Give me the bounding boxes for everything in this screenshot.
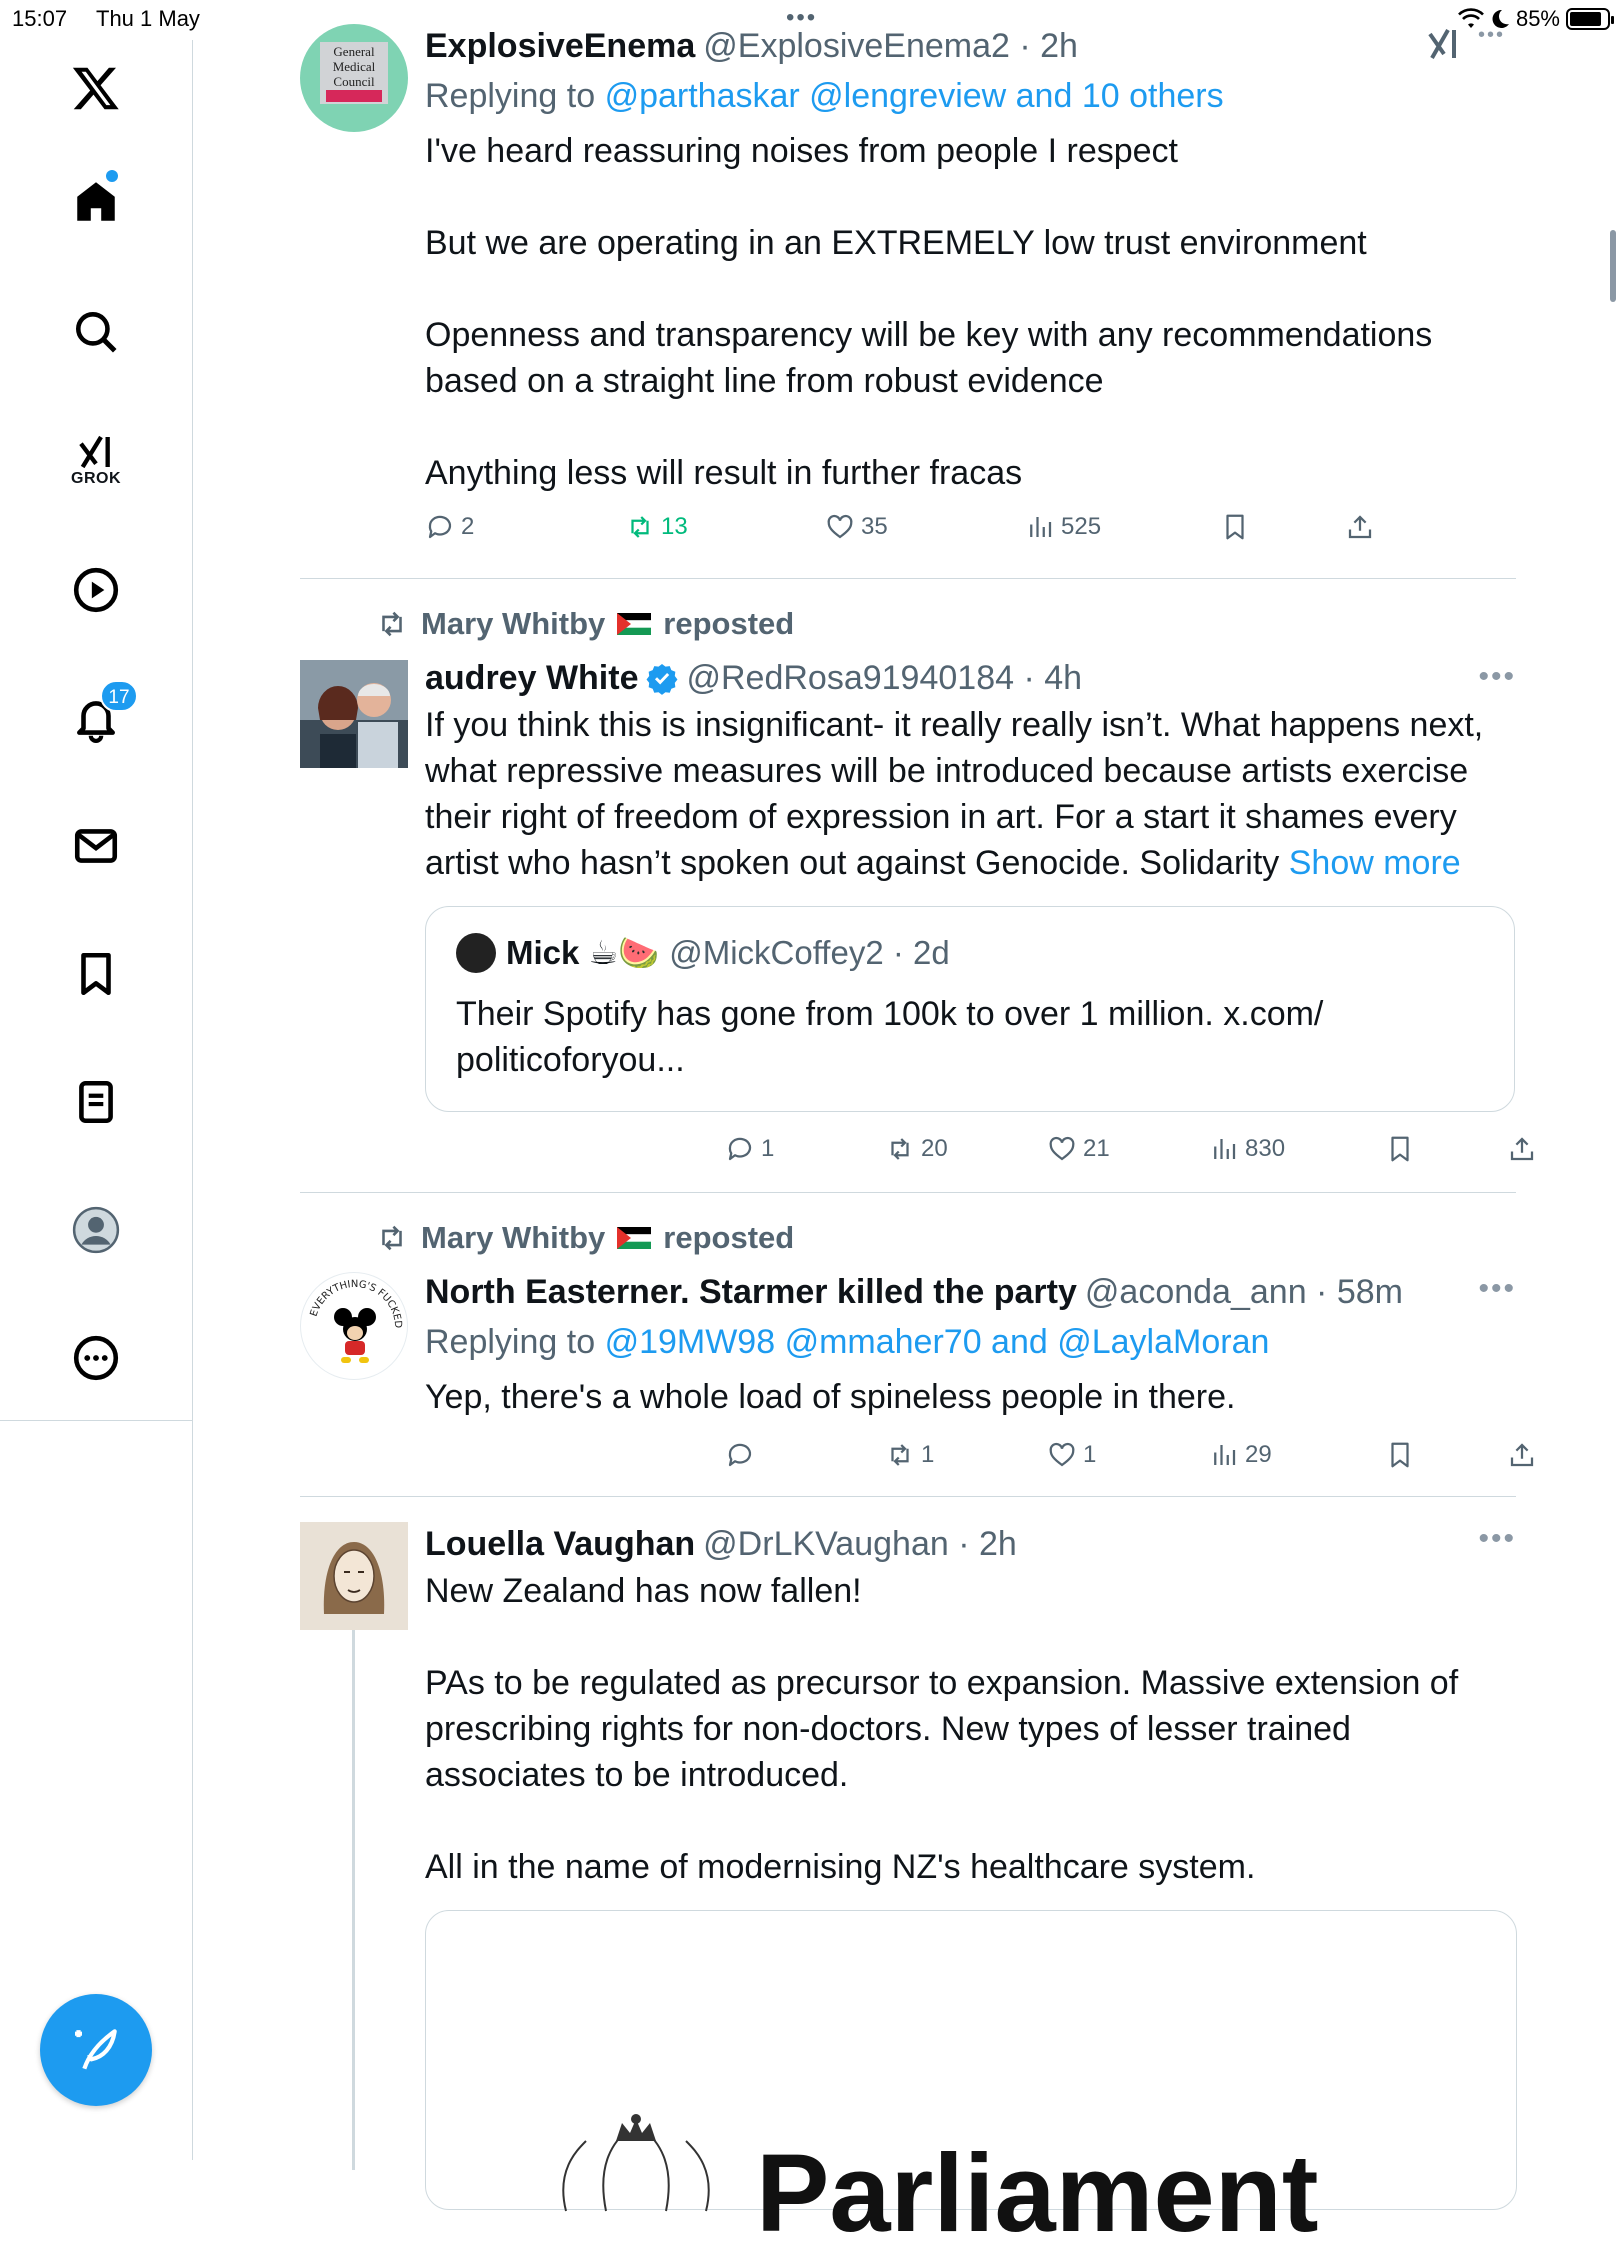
- repost-button[interactable]: [885, 1134, 948, 1164]
- avatar[interactable]: [300, 1522, 408, 1630]
- profile-icon[interactable]: [48, 1182, 144, 1278]
- author-handle[interactable]: @ExplosiveEnema2 · 2h: [703, 27, 1078, 65]
- sidebar: [0, 40, 193, 1420]
- bookmark-icon: [1220, 512, 1250, 542]
- views-icon: [1025, 512, 1055, 542]
- repost-indicator: [375, 606, 794, 642]
- views-count: 525: [1061, 513, 1102, 540]
- tweet-header: [425, 1270, 1515, 1314]
- views-count: 29: [1245, 1441, 1272, 1468]
- replying-prefix: Replying to: [425, 77, 596, 115]
- like-button[interactable]: [1047, 1134, 1110, 1164]
- tweet-text: [425, 702, 1515, 886]
- thread-connector: [352, 1630, 355, 2170]
- reply-button[interactable]: [725, 1440, 761, 1470]
- tweet-header: [425, 1522, 1515, 1566]
- replying-to: [425, 74, 1515, 118]
- repost-suffix: reposted: [663, 606, 795, 641]
- repost-icon: [375, 607, 409, 641]
- repost-button[interactable]: [885, 1440, 934, 1470]
- share-icon: [1345, 512, 1375, 542]
- repost-icon: [885, 1134, 915, 1164]
- tweet-body: [425, 656, 1515, 886]
- tweet-paragraph: All in the name of modernising NZ's healthcare system.: [425, 1848, 1256, 1886]
- mail-icon[interactable]: [48, 798, 144, 894]
- quote-author-name[interactable]: Mick ☕🍉: [506, 934, 660, 971]
- share-button[interactable]: [1345, 512, 1375, 542]
- tweet-body: [425, 24, 1515, 496]
- repost-indicator: [375, 1220, 794, 1256]
- svg-text:Medical: Medical: [332, 59, 376, 74]
- sidebar-divider: [0, 1420, 193, 1421]
- reply-icon: [725, 1134, 755, 1164]
- parliament-crest-icon: [536, 2101, 736, 2211]
- media-caption: Parliament: [756, 2132, 1319, 2255]
- repost-suffix: reposted: [663, 1220, 795, 1255]
- more-options-button[interactable]: •••: [1478, 660, 1516, 693]
- reply-button[interactable]: [425, 512, 474, 542]
- home-icon[interactable]: [48, 154, 144, 250]
- tweet-body: [425, 1270, 1515, 1420]
- home-new-dot: [106, 170, 118, 182]
- author-name[interactable]: Louella Vaughan: [425, 1525, 696, 1563]
- avatar-text: EVERYTHING'S FUCKED: [308, 1278, 404, 1329]
- repost-icon: [375, 1221, 409, 1255]
- tweet-actions: [725, 1134, 1525, 1174]
- x-logo-icon[interactable]: [48, 40, 144, 136]
- tweet-header: [425, 24, 1515, 68]
- replying-prefix: Replying to: [425, 1323, 596, 1361]
- repost-count: 20: [921, 1135, 948, 1162]
- author-name[interactable]: North Easterner. Starmer killed the party: [425, 1273, 1077, 1311]
- svg-text:Council: Council: [333, 74, 375, 89]
- bookmark-button[interactable]: [1385, 1440, 1415, 1470]
- media-card[interactable]: [425, 1910, 1517, 2255]
- like-count: 35: [861, 513, 888, 540]
- like-icon: [825, 512, 855, 542]
- bookmark-button[interactable]: [1385, 1134, 1415, 1164]
- show-more-link[interactable]: Show more: [1288, 844, 1461, 882]
- like-button[interactable]: [1047, 1440, 1096, 1470]
- avatar[interactable]: [300, 24, 408, 132]
- like-button[interactable]: [825, 512, 888, 542]
- tweet-header: [425, 656, 1515, 700]
- views-count: 830: [1245, 1135, 1286, 1162]
- share-icon: [1507, 1440, 1537, 1470]
- repost-count: 13: [661, 513, 688, 540]
- svg-text:General: General: [333, 44, 375, 59]
- lists-icon[interactable]: [48, 1054, 144, 1150]
- verified-badge-icon: [646, 662, 678, 694]
- like-icon: [1047, 1134, 1077, 1164]
- reply-count: 1: [761, 1135, 775, 1162]
- video-icon[interactable]: [48, 542, 144, 638]
- tweet-body: [425, 1522, 1515, 1890]
- tweet-divider: [300, 1192, 1516, 1193]
- tweet-paragraph: If you think this is insignificant- it really really isn’t. What happens next, what repressive measures will be introduced because artists exercise their right of freedom of expression in art. For a start it shames every artist who hasn’t spoken out against Genocide. Solidarity: [425, 706, 1484, 882]
- tweet-paragraph: I've heard reassuring noises from people I respect: [425, 132, 1178, 170]
- quote-text: Their Spotify has gone from 100k to over 1 million. x.com/ politicoforyou...: [456, 995, 1324, 1079]
- replying-to-link[interactable]: @parthaskar @lengreview and 10 others: [604, 77, 1224, 115]
- views-icon: [1209, 1134, 1239, 1164]
- views-button[interactable]: [1209, 1440, 1272, 1470]
- repost-icon: [885, 1440, 915, 1470]
- tweet-paragraph: New Zealand has now fallen!: [425, 1572, 862, 1610]
- window-handle-dots[interactable]: •••: [786, 4, 818, 31]
- replying-to: [425, 1320, 1515, 1364]
- more-options-button[interactable]: •••: [1478, 1272, 1516, 1305]
- scrollbar[interactable]: [1610, 230, 1616, 302]
- author-name[interactable]: audrey White: [425, 659, 639, 697]
- grok-corner-dots[interactable]: •••: [1478, 24, 1506, 46]
- repost-button[interactable]: [625, 512, 688, 542]
- repost-count: 1: [921, 1441, 935, 1468]
- quote-header: [456, 933, 950, 973]
- views-button[interactable]: [1025, 512, 1101, 542]
- status-date: Thu 1 May: [96, 6, 200, 31]
- repost-icon: [625, 512, 655, 542]
- palestine-flag-icon: [617, 613, 651, 635]
- compose-button[interactable]: [40, 1994, 152, 2106]
- tweet-divider: [300, 578, 1516, 579]
- bookmark-button[interactable]: [1220, 512, 1250, 542]
- tweet-paragraph: Openness and transparency will be key with any recommendations based on a straight line from robust evidence: [425, 316, 1433, 400]
- bookmark-icon[interactable]: [48, 926, 144, 1022]
- search-icon[interactable]: [48, 284, 144, 380]
- repost-by[interactable]: Mary Whitby: [421, 1220, 606, 1255]
- share-button[interactable]: [1507, 1440, 1537, 1470]
- like-count: 21: [1083, 1135, 1110, 1162]
- avatar[interactable]: [300, 660, 408, 768]
- views-button[interactable]: [1209, 1134, 1285, 1164]
- tweet-text: [425, 1374, 1515, 1420]
- quote-author-handle[interactable]: @MickCoffey2 · 2d: [669, 934, 950, 971]
- grok-label: GROK: [71, 470, 121, 487]
- tweet-paragraph: Yep, there's a whole load of spineless people in there.: [425, 1378, 1236, 1416]
- tweet-divider: [300, 1496, 1516, 1497]
- reply-button[interactable]: [725, 1134, 774, 1164]
- quote-avatar[interactable]: [456, 933, 496, 973]
- battery-icon: [1566, 8, 1610, 30]
- more-icon[interactable]: [48, 1310, 144, 1406]
- tweet-text: [425, 128, 1515, 496]
- views-icon: [1209, 1440, 1239, 1470]
- quote-tweet[interactable]: [425, 906, 1515, 1112]
- repost-by[interactable]: Mary Whitby: [421, 606, 606, 641]
- battery-percent: 85%: [1515, 6, 1560, 31]
- reply-count: 2: [461, 513, 475, 540]
- reply-icon: [725, 1440, 755, 1470]
- share-icon: [1507, 1134, 1537, 1164]
- bell-icon[interactable]: [48, 670, 144, 766]
- avatar[interactable]: [300, 1272, 408, 1380]
- reply-icon: [425, 512, 455, 542]
- sidebar-border: [192, 1420, 193, 2160]
- tweet-paragraph: PAs to be regulated as precursor to expansion. Massive extension of prescribing rights for non-doctors. New types of lesser trained associates to be introduced.: [425, 1664, 1459, 1794]
- like-icon: [1047, 1440, 1077, 1470]
- grok-icon[interactable]: [48, 412, 144, 508]
- palestine-flag-icon: [617, 1227, 651, 1249]
- tweet-actions: [425, 512, 1405, 552]
- tweet-text: [425, 1568, 1515, 1890]
- author-handle[interactable]: @aconda_ann · 58m: [1084, 1273, 1403, 1311]
- bookmark-icon: [1385, 1134, 1415, 1164]
- author-handle[interactable]: @RedRosa91940184 · 4h: [686, 659, 1083, 697]
- bookmark-icon: [1385, 1440, 1415, 1470]
- status-time: 15:07: [12, 6, 68, 31]
- like-count: 1: [1083, 1441, 1097, 1468]
- author-handle[interactable]: @DrLKVaughan · 2h: [703, 1525, 1017, 1563]
- compose-icon: [68, 2022, 124, 2078]
- notifications-badge: 17: [100, 680, 138, 712]
- replying-to-link[interactable]: @19MW98 @mmaher70 and @LaylaMoran: [604, 1323, 1270, 1361]
- tweet-paragraph: Anything less will result in further fracas: [425, 454, 1023, 492]
- more-options-button[interactable]: •••: [1478, 1522, 1516, 1555]
- share-button[interactable]: [1507, 1134, 1537, 1164]
- author-name[interactable]: ExplosiveEnema: [425, 27, 696, 65]
- tweet-actions: [725, 1440, 1525, 1480]
- tweet-paragraph: But we are operating in an EXTREMELY low trust environment: [425, 224, 1367, 262]
